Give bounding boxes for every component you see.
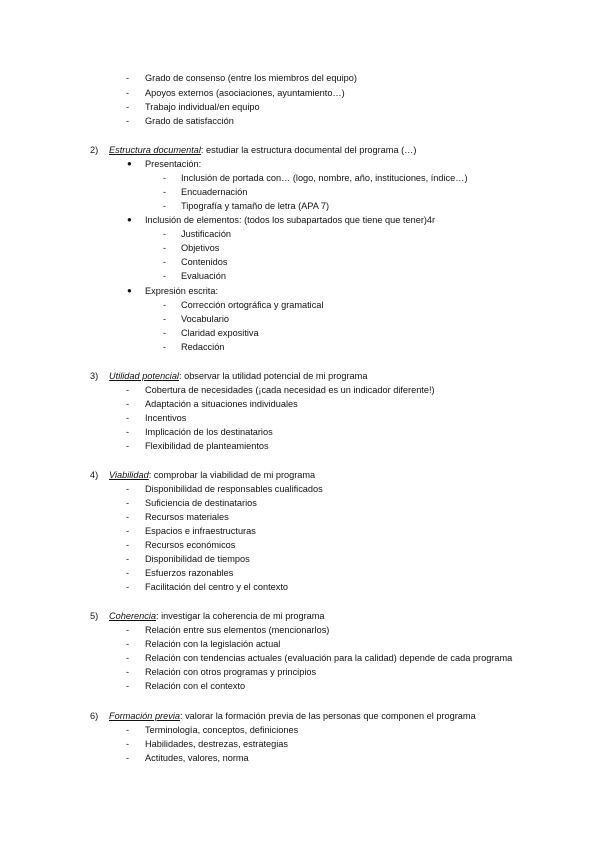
document-page: - Grado de consenso (entre los miembros del equipo) - Apoyos externos (asociaciones, ayuntamiento…) - Trabajo individual/en equipo - Grado de satisfacción 2) Estructura documental: estudiar la estructura documental del programa (…) ● Presentación: - Inclusión de portada con… (logo, nombre, año, instituciones, índice…) - Encuadernación - Tipografía y tamaño de letra (APA 7) ● Inclusión de elementos: (todos los subapartados que tiene que tener)4r - Justificación - Objetivos - Contenidos - Evaluación ● Expresión escrita: - Corrección ortográfica y gramatical - Vocabulario - Claridad expositiva - Redacción 3) Utilidad potencial: observar la utilidad potencial de mi programa - Cobertura de necesidades (¡cada necesidad es un indicador diferente!) - Adaptación a situaciones individuales - Incentivos - Implicación de los destinatarios - Flexibilidad de planteamientos 4) Viabilidad: comprobar la viabilidad de mi programa - Disponibilidad de responsables cualificados - Suficiencia de destinatarios - Recursos materiales - Espacios e infraestructuras - Recursos económicos - Disponibilidad de tiempos - Esfuerzos razonables - Facilitación del centro y el contexto 5) Coherencia: investigar la coherencia de mi programa - Relación entre sus elementos (mencionarlos) - Relación con la legislación actual - Relación con tendencias actuales (evaluación para la calidad) depende de cada programa - Relación con otros programas y principios - Relación con el contexto 6) Formación previa: valorar la formación previa de las personas que componen el programa - Terminología, conceptos, definiciones - Habilidades, destrezas, estrategias - Actitudes, valores, norma — [90, 73, 513, 763]
section-title: Utilidad potencial — [109, 371, 179, 381]
section-description: : comprobar la viabilidad de mi programa — [148, 470, 316, 480]
section-title: Coherencia — [109, 611, 156, 621]
section-title: Viabilidad — [109, 470, 149, 480]
bullet-icon: ● — [127, 159, 132, 168]
bullet-icon: ● — [127, 215, 132, 224]
bullet-icon: ● — [127, 286, 132, 295]
section-title: Estructura documental — [109, 145, 201, 155]
section-description: : observar la utilidad potencial de mi programa — [178, 371, 368, 381]
section-description: : valorar la formación previa de las personas que componen el programa — [179, 711, 476, 721]
section-title: Formación previa — [109, 711, 180, 721]
section-description: : investigar la coherencia de mi programa — [156, 611, 325, 621]
section-description: : estudiar la estructura documental del programa (…) — [200, 145, 417, 155]
